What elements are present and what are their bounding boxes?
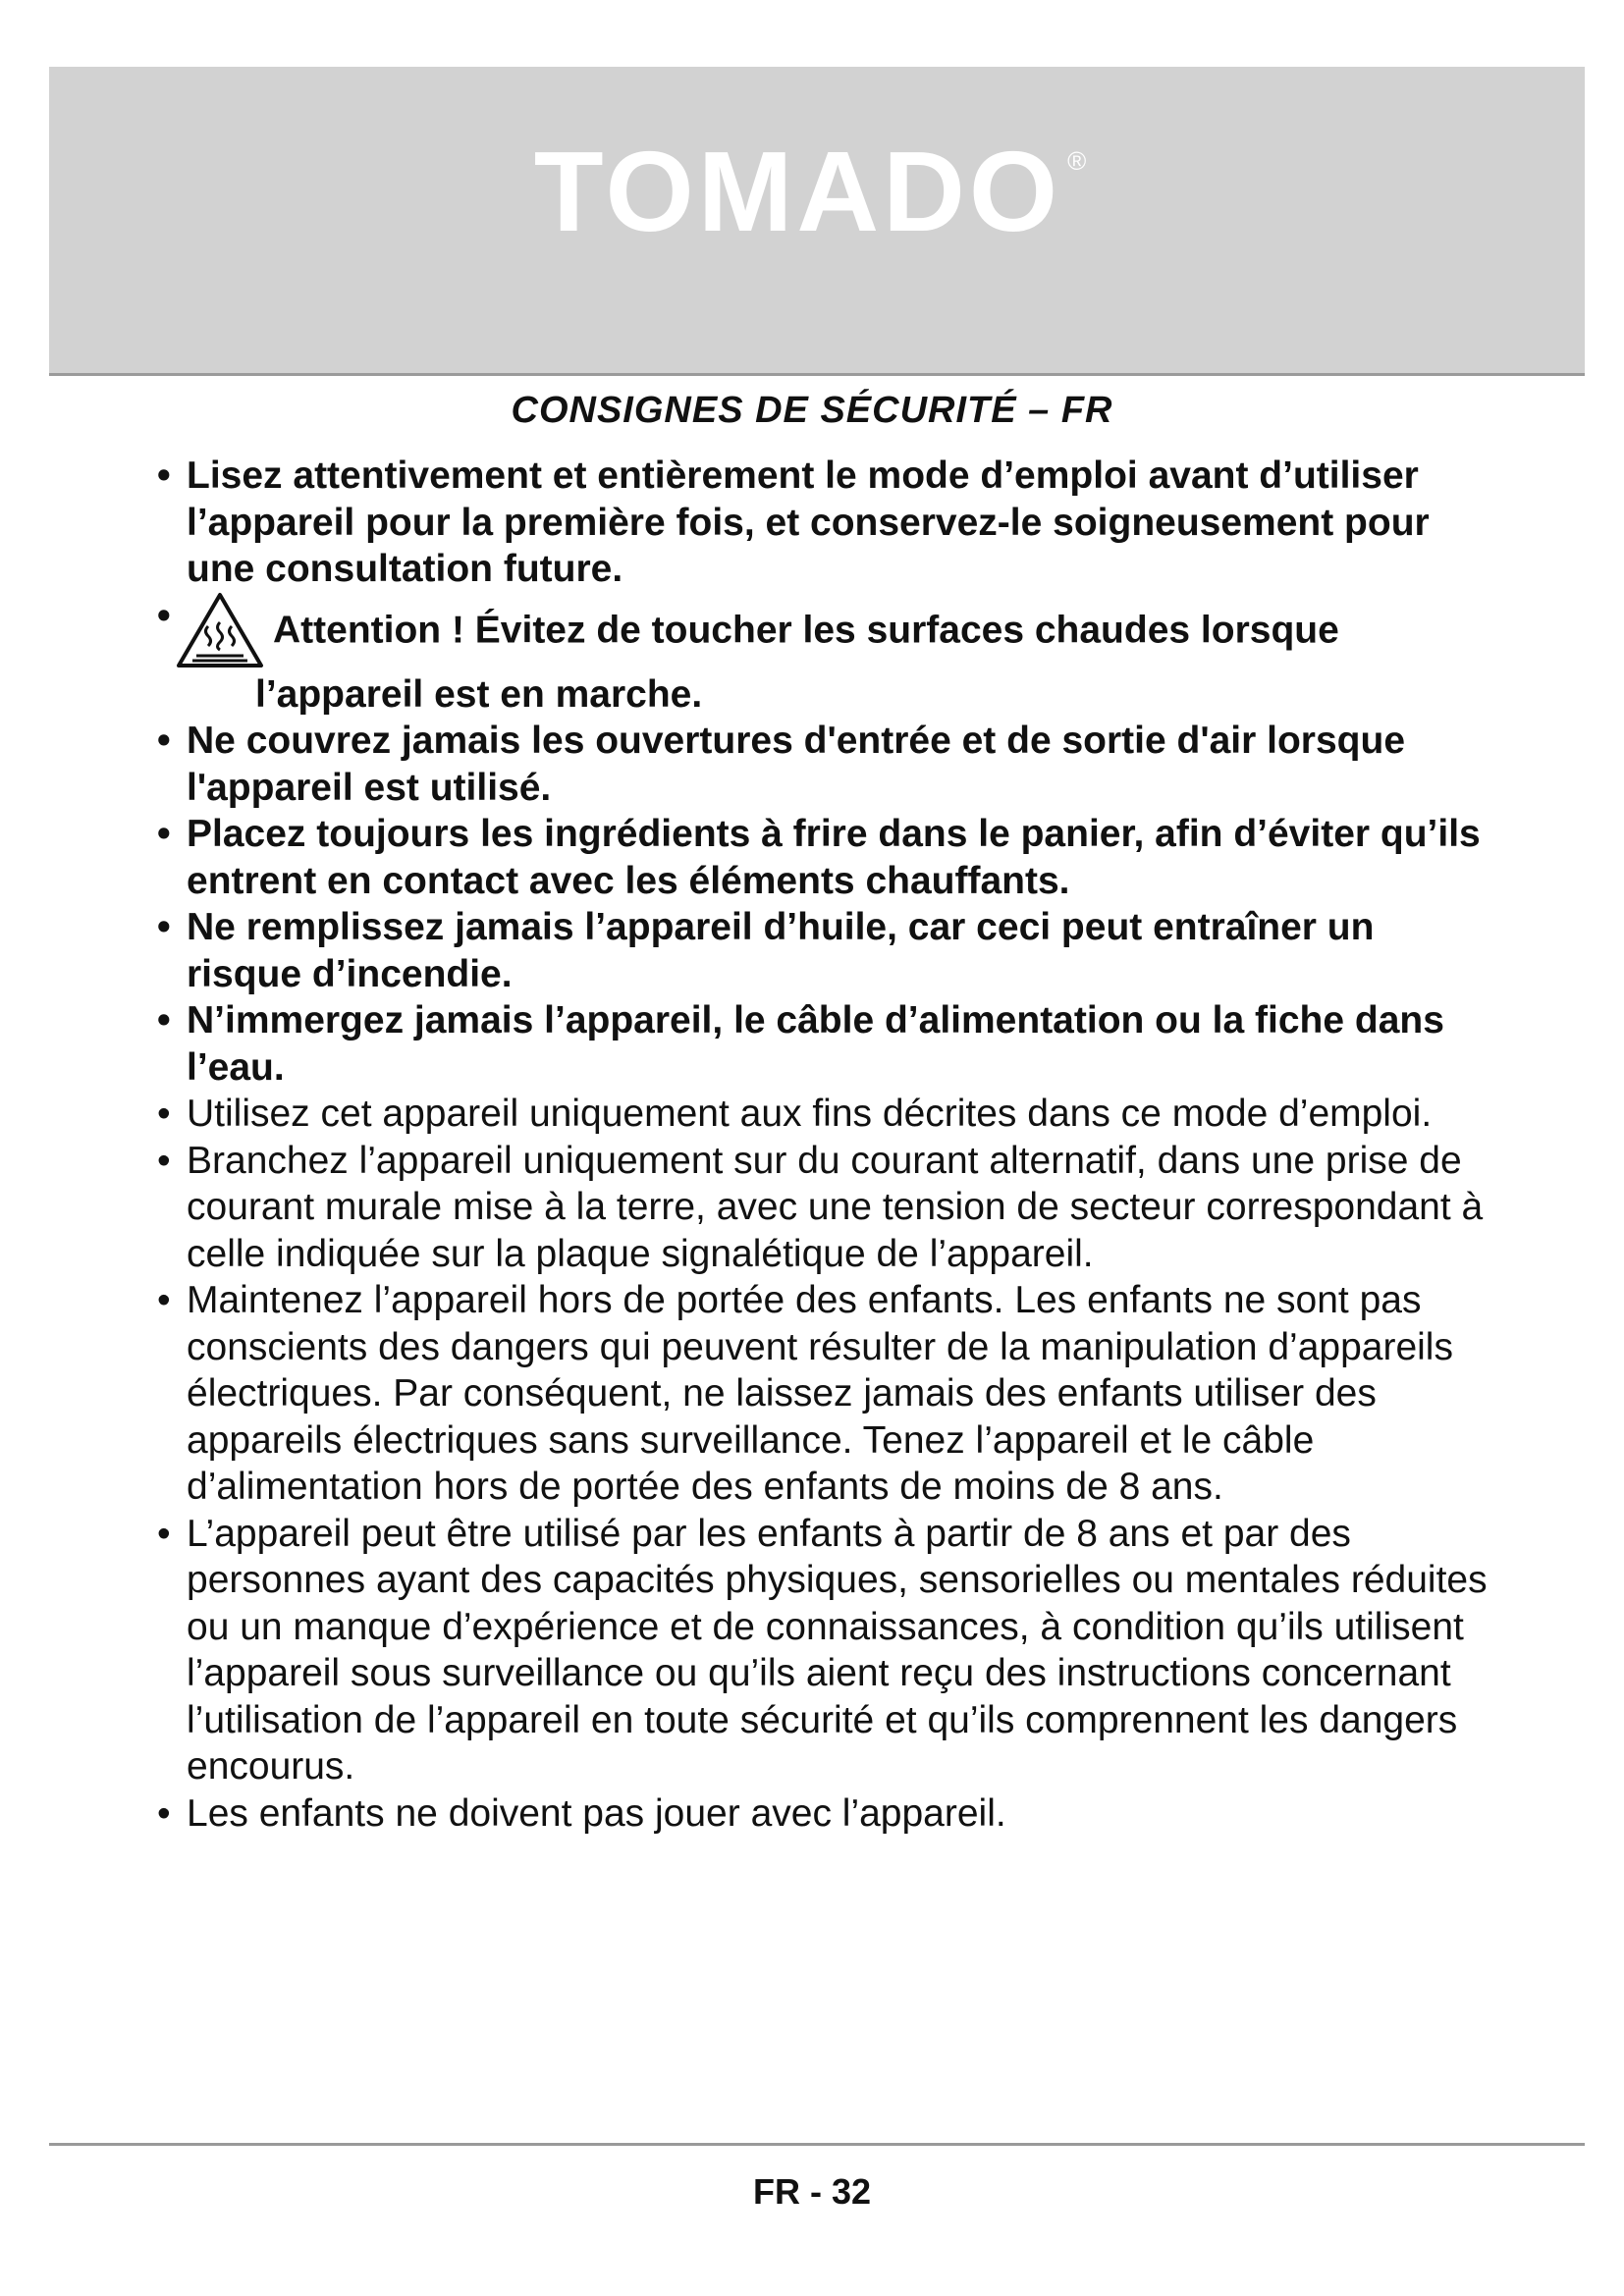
- list-item-text: L’appareil peut être utilisé par les enfants à partir de 8 ans et par des personnes ayant des capacités physiques, sensorielles ou mentales réduites ou un manque d’expérience et de connaissances, à condition qu’ils utilisent l’appareil sous surveillance ou qu’ils aient reçu des instructions concernant l’utilisation de l’appareil en toute sécurité et qu’ils comprennent les dangers encourus.: [187, 1512, 1488, 1788]
- bullet-marker: •: [157, 813, 171, 855]
- list-item-text: Ne couvrez jamais les ouvertures d'entrée et de sortie d'air lorsque l'appareil est utilisé.: [187, 720, 1406, 809]
- bullet-marker: •: [157, 594, 171, 637]
- list-item-text: Lisez attentivement et entièrement le mode d’emploi avant d’utiliser l’appareil pour la première fois, et conservez-le soigneusement pour une consultation future.: [187, 454, 1430, 590]
- page-number: FR - 32: [752, 2171, 872, 2212]
- list-item: [157, 997, 1492, 1091]
- brand-name: TOMADO: [533, 128, 1062, 255]
- list-item-text: Attention ! Évitez de toucher les surfaces chaudes lorsque: [273, 608, 1339, 651]
- bullet-marker: •: [157, 720, 171, 762]
- list-item: [157, 1277, 1492, 1511]
- list-item-text: Placez toujours les ingrédients à frire dans le panier, afin d’éviter qu’ils entrent en contact avec les éléments chauffants.: [187, 813, 1481, 902]
- bullet-marker: •: [157, 1093, 171, 1135]
- registered-mark: ®: [1067, 146, 1091, 176]
- list-item: [157, 718, 1492, 811]
- list-item: [157, 1511, 1492, 1790]
- list-item-text: Utilisez cet appareil uniquement aux fins décrites dans ce mode d’emploi.: [187, 1093, 1433, 1135]
- bullet-marker: •: [157, 1512, 171, 1555]
- list-item: [157, 1091, 1492, 1138]
- safety-instructions-list: [157, 453, 1492, 1837]
- list-item-text: Ne remplissez jamais l’appareil d’huile, car ceci peut entraîner un risque d’incendie.: [187, 906, 1375, 995]
- list-item-text: Maintenez l’appareil hors de portée des enfants. Les enfants ne sont pas conscients des dangers qui peuvent résulter de la manipulation d’appareils électriques. Par conséquent, ne laissez jamais des enfants utiliser des appareils électriques sans surveillance. Tenez l’appareil et le câble d’alimentation hors de portée des enfants de moins de 8 ans.: [187, 1279, 1453, 1508]
- list-item: [157, 453, 1492, 593]
- hot-surface-warning-icon: [175, 591, 265, 669]
- warning-line-1: [187, 593, 1492, 671]
- list-item-text: Les enfants ne doivent pas jouer avec l’appareil.: [187, 1791, 1006, 1835]
- list-item-hot-surface-warning: [157, 593, 1492, 719]
- bullet-marker: •: [157, 906, 171, 948]
- page-title: CONSIGNES DE SÉCURITÉ – FR: [511, 390, 1113, 431]
- bullet-marker: •: [157, 454, 171, 497]
- brand-logo: [0, 128, 1624, 255]
- bullet-marker: •: [157, 1791, 171, 1835]
- list-item-text: N’immergez jamais l’appareil, le câble d’alimentation ou la fiche dans l’eau.: [187, 999, 1444, 1089]
- list-item: [157, 811, 1492, 904]
- footer-divider: [49, 2143, 1585, 2146]
- list-item: [157, 1790, 1492, 1838]
- list-item: [157, 1138, 1492, 1278]
- list-item: [157, 904, 1492, 997]
- bullet-marker: •: [157, 1139, 171, 1182]
- list-item-text: Branchez l’appareil uniquement sur du courant alternatif, dans une prise de courant murale mise à la terre, avec une tension de secteur correspondant à celle indiquée sur la plaque signalétique de l’appareil.: [187, 1139, 1484, 1275]
- bullet-marker: •: [157, 1279, 171, 1321]
- warning-line-2: l’appareil est en marche.: [255, 672, 703, 716]
- bullet-marker: •: [157, 999, 171, 1041]
